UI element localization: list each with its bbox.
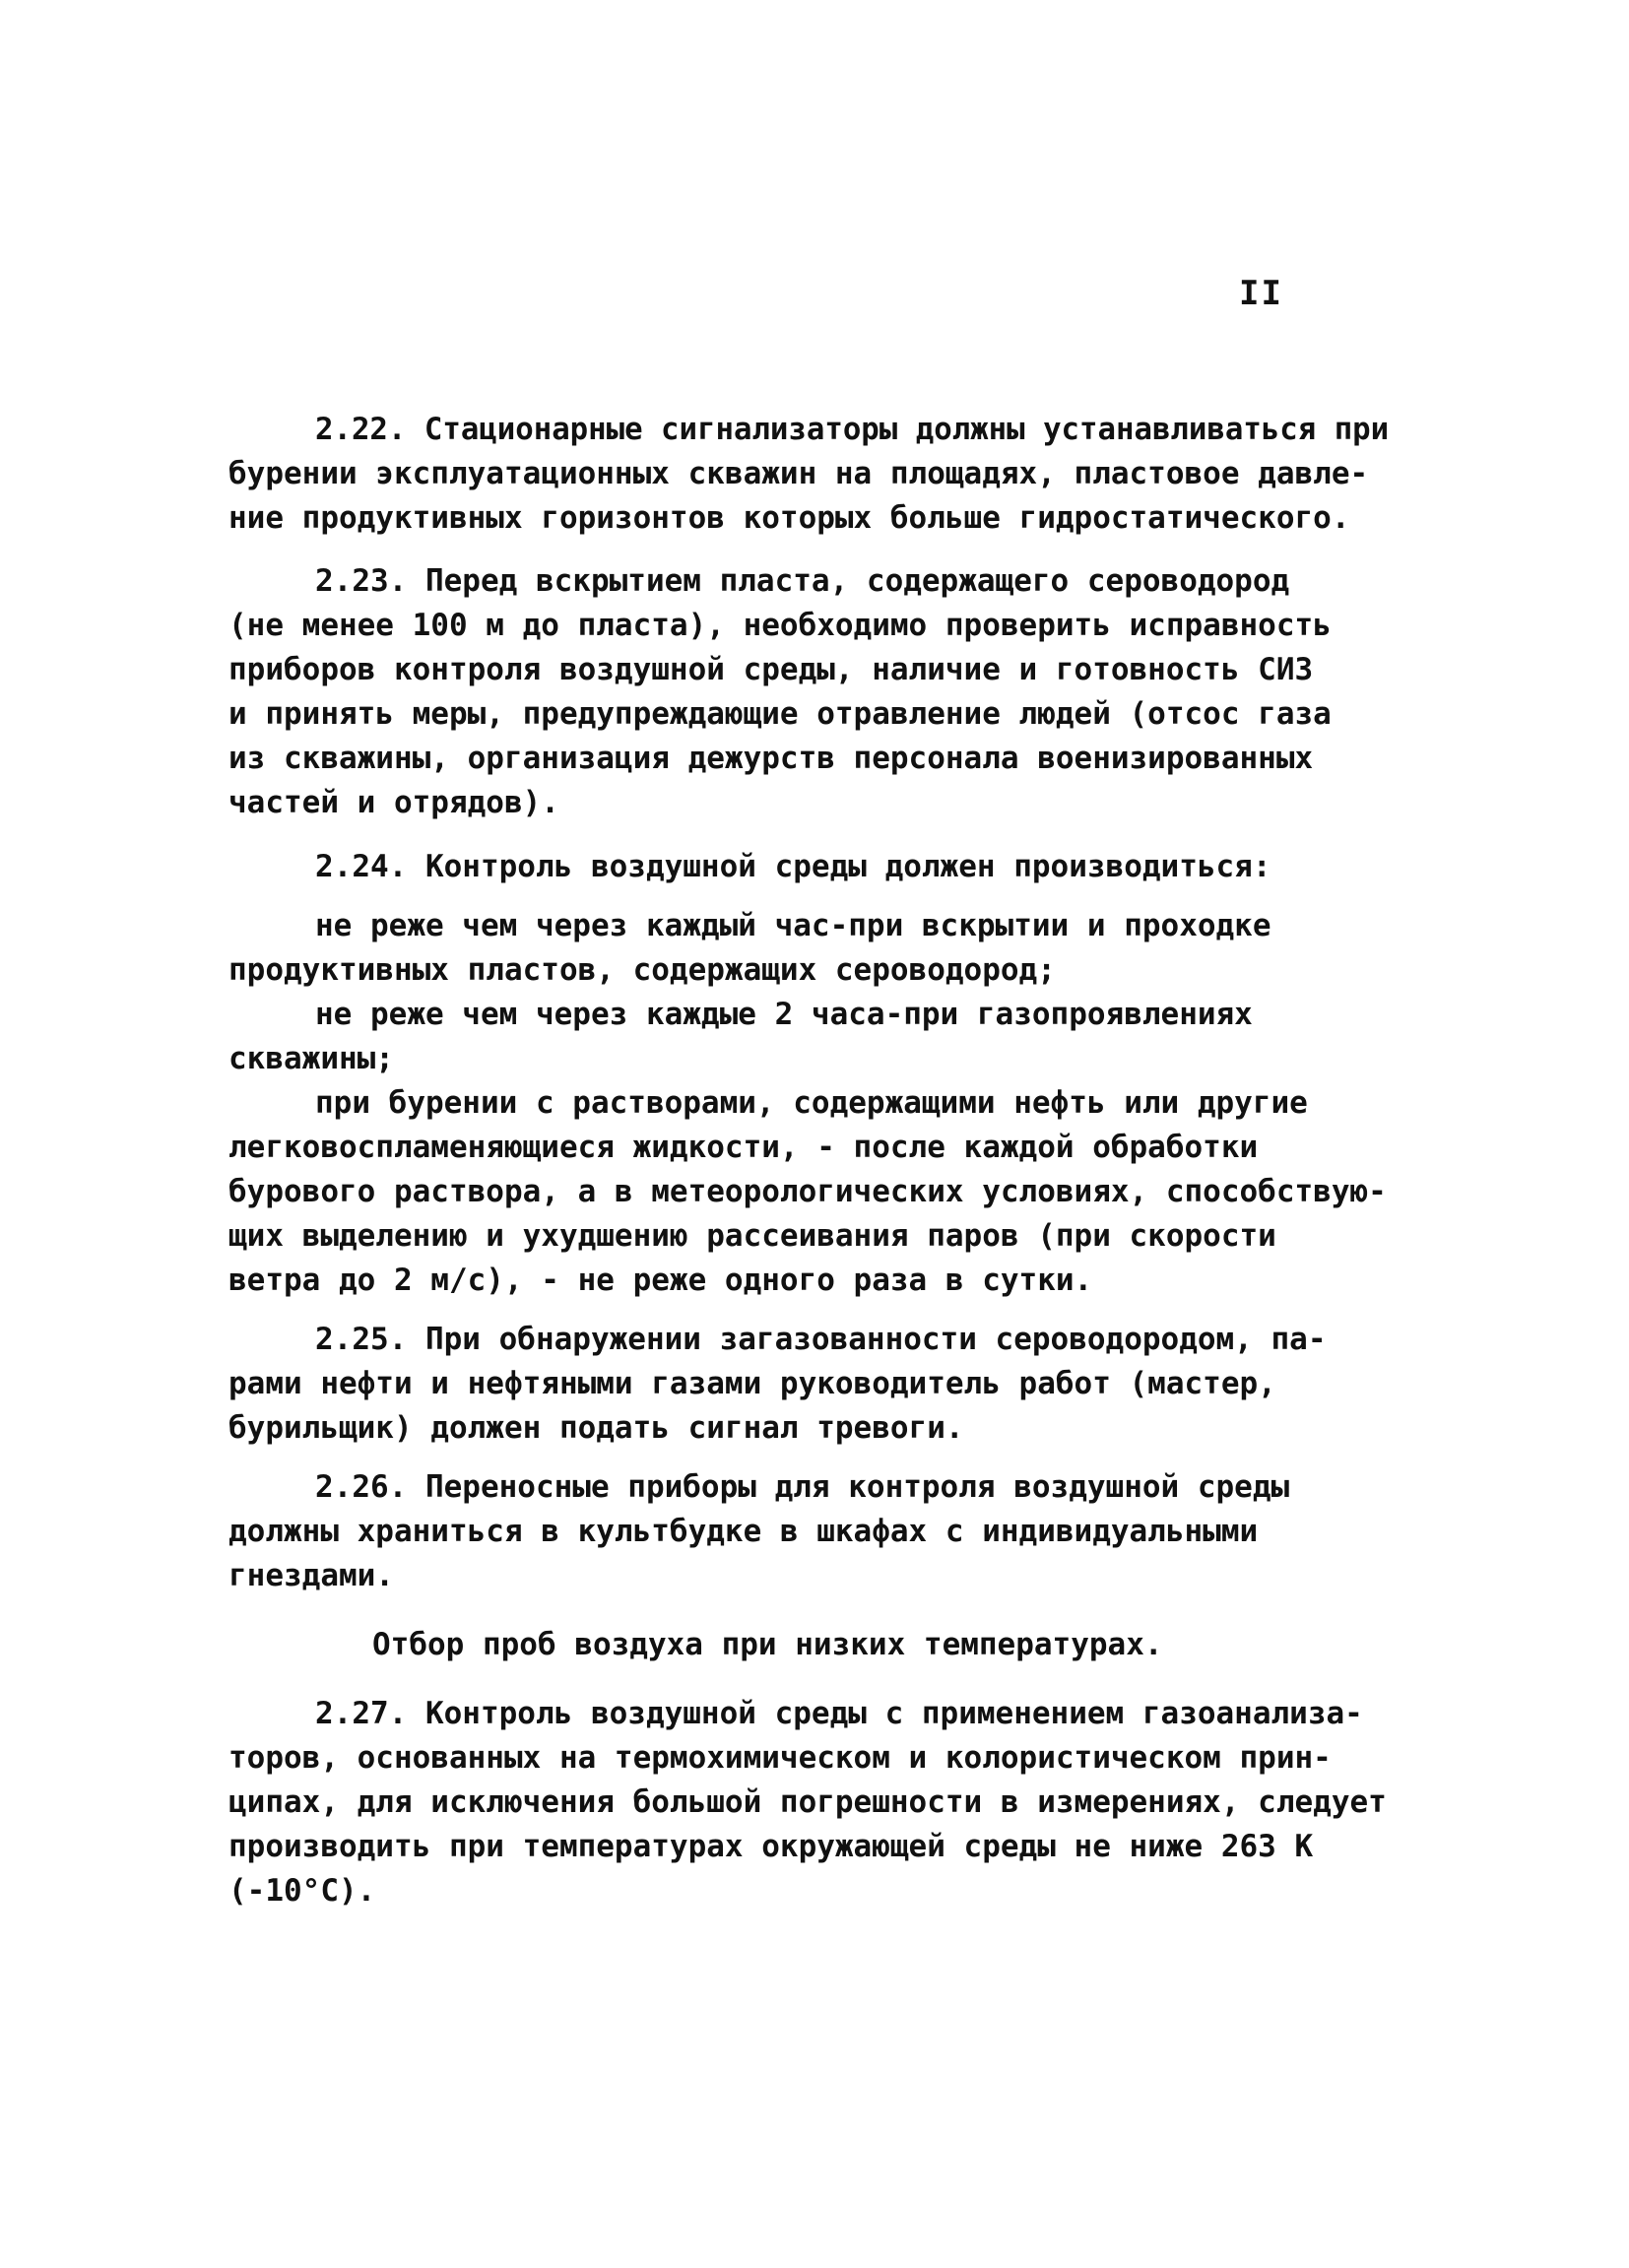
- text-line: бурового раствора, а в метеорологических условиях, способствую-: [228, 1174, 1387, 1209]
- text-line: (не менее 100 м до пласта), необходимо проверить исправность: [228, 608, 1332, 643]
- text-line: должны храниться в культбудке в шкафах с индивидуальными: [228, 1514, 1259, 1549]
- text-line: не реже чем через каждые 2 часа-при газопроявлениях: [315, 997, 1253, 1032]
- text-line: рами нефти и нефтяными газами руководитель работ (мастер,: [228, 1366, 1276, 1401]
- text-line: 2.22. Стационарные сигнализаторы должны устанавливаться при: [315, 412, 1390, 447]
- text-line: 2.27. Контроль воздушной среды с применением газоанализа-: [315, 1696, 1363, 1731]
- text-line: при бурении с растворами, содержащими нефть или другие: [315, 1085, 1308, 1121]
- page-number: II: [1239, 274, 1283, 313]
- text-line: производить при температурах окружающей среды не ниже 263 К: [228, 1829, 1314, 1864]
- text-line: бурении эксплуатационных скважин на площадях, пластовое давле-: [228, 456, 1369, 491]
- text-line: 2.23. Перед вскрытием пласта, содержащего сероводород: [315, 563, 1290, 599]
- text-line: гнездами.: [228, 1558, 394, 1593]
- text-line: не реже чем через каждый час-при вскрытии и проходке: [315, 908, 1271, 943]
- text-line: ципах, для исключения большой погрешности в измерениях, следует: [228, 1784, 1387, 1820]
- text-line: и принять меры, предупреждающие отравление людей (отсос газа: [228, 696, 1332, 732]
- text-line: приборов контроля воздушной среды, наличие и готовность СИЗ: [228, 652, 1314, 687]
- text-line: (-10°С).: [228, 1873, 376, 1909]
- text-line: 2.24. Контроль воздушной среды должен производиться:: [315, 849, 1271, 884]
- text-line: бурильщик) должен подать сигнал тревоги.: [228, 1410, 964, 1446]
- text-line: 2.25. При обнаружении загазованности сероводородом, па-: [315, 1322, 1327, 1357]
- text-line: частей и отрядов).: [228, 785, 559, 820]
- text-line: торов, основанных на термохимическом и колористическом прин-: [228, 1740, 1332, 1776]
- text-line: ние продуктивных горизонтов которых больше гидростатического.: [228, 500, 1350, 536]
- text-line: 2.26. Переносные приборы для контроля воздушной среды: [315, 1469, 1290, 1505]
- text-line: продуктивных пластов, содержащих сероводород;: [228, 952, 1056, 988]
- text-line: ветра до 2 м/с), - не реже одного раза в сутки.: [228, 1263, 1093, 1298]
- section-heading: Отбор проб воздуха при низких температурах.: [372, 1627, 1163, 1662]
- text-line: щих выделению и ухудшению рассеивания паров (при скорости: [228, 1218, 1276, 1254]
- text-line: легковоспламеняющиеся жидкости, - после каждой обработки: [228, 1130, 1259, 1165]
- text-line: скважины;: [228, 1041, 394, 1076]
- text-line: из скважины, организация дежурств персонала военизированных: [228, 741, 1314, 776]
